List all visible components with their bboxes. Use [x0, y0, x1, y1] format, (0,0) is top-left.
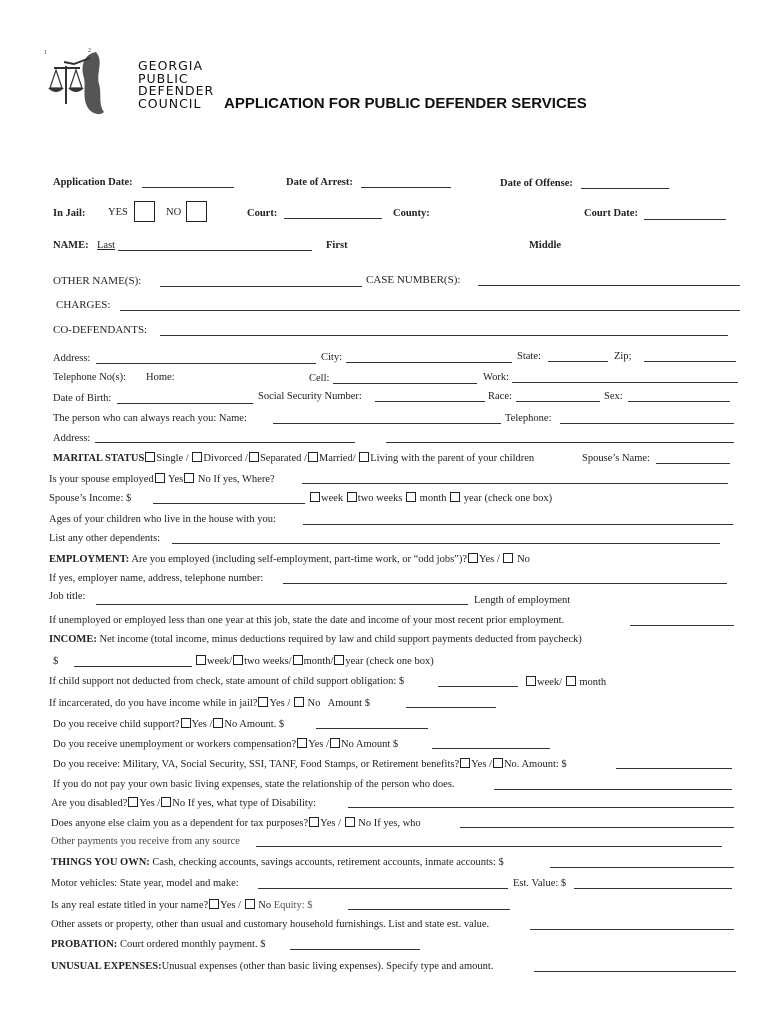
spouse-week-checkbox[interactable] — [310, 492, 320, 502]
child-support-obligation-field[interactable] — [438, 675, 518, 687]
contact-person-label: The person who can always reach you: Name: — [53, 413, 247, 424]
cs-month-label: month — [579, 677, 607, 688]
address-field[interactable] — [96, 352, 316, 364]
race-label: Race: — [488, 391, 512, 402]
page-title: APPLICATION FOR PUBLIC DEFENDER SERVICES — [224, 95, 587, 112]
work-phone-field[interactable] — [512, 371, 738, 383]
est-value-label: Est. Value: $ — [513, 878, 567, 889]
court-date-label: Court Date: — [584, 208, 638, 219]
date-of-arrest-label: Date of Arrest: — [286, 177, 353, 188]
other-payments-field[interactable] — [256, 835, 722, 847]
other-assets-field[interactable] — [530, 918, 734, 930]
equity-field[interactable] — [348, 898, 510, 910]
spouse-employed-label: Is your spouse employed — [49, 474, 154, 485]
cell-phone-label: Cell: — [309, 373, 330, 384]
spouse-employer-field[interactable] — [302, 472, 728, 484]
date-of-arrest-field[interactable] — [361, 176, 451, 188]
living-with-parent-checkbox[interactable] — [359, 452, 369, 462]
length-employment-label: Length of employment — [474, 595, 571, 606]
disabled-yes-checkbox[interactable] — [128, 797, 138, 807]
org-line: GEORGIA — [138, 58, 204, 73]
date-of-offense-field[interactable] — [581, 177, 669, 189]
real-estate-yes-checkbox[interactable] — [209, 899, 219, 909]
married-label: Married/ — [318, 453, 356, 464]
spouse-year-label: year (check one box) — [463, 493, 553, 504]
case-numbers-field[interactable] — [478, 274, 740, 286]
logo — [44, 44, 134, 119]
marital-status-label: MARITAL STATUS — [53, 453, 145, 464]
income-week-checkbox[interactable] — [196, 655, 206, 665]
last-name-field[interactable] — [118, 239, 312, 251]
prior-employment-field[interactable] — [630, 614, 734, 626]
job-title-label: Job title: — [49, 591, 86, 602]
benefits-no-label: No. Amount: $ — [503, 759, 567, 770]
contact-address-field-2[interactable] — [386, 431, 734, 443]
disability-type-field[interactable] — [348, 796, 734, 808]
spouse-income-label: Spouse’s Income: $ — [49, 493, 132, 504]
in-jail-yes-label: YES — [108, 207, 128, 218]
ssn-label: Social Security Number: — [258, 391, 362, 402]
probation-desc: Court ordered monthly payment. $ — [119, 939, 266, 950]
income-two-weeks-checkbox[interactable] — [233, 655, 243, 665]
dependent-tax-label: Does anyone else claim you as a dependent for tax purposes? — [51, 818, 309, 829]
incarcerated-label: If incarcerated, do you have income while in jail? — [49, 698, 258, 709]
incarcerated-yes-checkbox[interactable] — [258, 697, 268, 707]
ages-children-label: Ages of your children who live in the house with you: — [49, 514, 276, 525]
spouse-yes-label: Yes — [167, 474, 184, 485]
income-month-label: month/ — [303, 656, 334, 667]
spouse-name-field[interactable] — [656, 452, 730, 464]
income-year-checkbox[interactable] — [334, 655, 344, 665]
address-label: Address: — [53, 353, 91, 364]
unemployment-amount-field[interactable] — [432, 737, 550, 749]
incarcerated-amount-label: Amount $ — [327, 698, 370, 709]
employed-no-label: No — [517, 554, 530, 565]
employment-question: Are you employed (including self-employment, part-time work, or “odd jobs”)? — [131, 554, 467, 565]
scales-of-justice-icon — [44, 44, 134, 119]
employer-info-field[interactable] — [283, 572, 727, 584]
middle-name-label: Middle — [529, 240, 562, 251]
spouse-yes-checkbox[interactable] — [155, 473, 165, 483]
cs-month-checkbox[interactable] — [566, 676, 576, 686]
in-jail-yes-checkbox[interactable] — [134, 201, 155, 222]
dob-field[interactable] — [117, 392, 253, 404]
income-year-label: year (check one box) — [345, 656, 434, 667]
child-support-label: Do you receive child support? — [53, 719, 180, 730]
spouse-name-label: Spouse’s Name: — [582, 453, 650, 464]
work-phone-label: Work: — [483, 372, 509, 383]
cs-week-checkbox[interactable] — [526, 676, 536, 686]
incarcerated-yes-label: Yes / — [269, 698, 291, 709]
contact-address-label: Address: — [53, 433, 91, 444]
unusual-expenses-field[interactable] — [534, 960, 736, 972]
in-jail-label: In Jail: — [53, 208, 86, 219]
living-with-parent-label: Living with the parent of your children — [370, 453, 535, 464]
race-field[interactable] — [516, 390, 600, 402]
child-support-yes-label: Yes / — [191, 719, 213, 730]
real-estate-no-label: No — [258, 900, 272, 911]
incarcerated-no-label: No — [307, 698, 321, 709]
spouse-no-checkbox[interactable] — [184, 473, 194, 483]
last-name-label: Last — [97, 240, 116, 251]
city-field[interactable] — [346, 351, 512, 363]
sex-field[interactable] — [628, 390, 730, 402]
ages-children-field[interactable] — [303, 513, 733, 525]
application-date-label: Application Date: — [53, 177, 133, 188]
dependent-yes-checkbox[interactable] — [309, 817, 319, 827]
home-phone-label: Home: — [146, 372, 175, 383]
divorced-checkbox[interactable] — [192, 452, 202, 462]
contact-telephone-field[interactable] — [560, 412, 734, 424]
ssn-field[interactable] — [375, 390, 485, 402]
dependent-yes-label: Yes / — [320, 818, 341, 829]
in-jail-no-label: NO — [166, 207, 182, 218]
contact-telephone-label: Telephone: — [505, 413, 552, 424]
income-month-checkbox[interactable] — [293, 655, 303, 665]
disabled-no-label: No If yes, what type of Disability: — [172, 798, 316, 809]
things-you-own-label: THINGS YOU OWN: — [51, 857, 150, 868]
org-line: PUBLIC — [138, 70, 189, 86]
other-dependents-field[interactable] — [172, 532, 720, 544]
motor-vehicles-field[interactable] — [258, 877, 508, 889]
employed-yes-checkbox[interactable] — [468, 553, 478, 563]
application-date-field[interactable] — [142, 176, 234, 188]
state-field[interactable] — [548, 350, 608, 362]
city-label: City: — [321, 352, 343, 363]
disabled-label: Are you disabled? — [51, 798, 128, 809]
other-names-label: OTHER NAME(S): — [53, 275, 142, 287]
accounts-field[interactable] — [550, 856, 734, 868]
court-label: Court: — [247, 208, 278, 219]
dob-label: Date of Birth: — [53, 393, 112, 404]
probation-amount-field[interactable] — [290, 938, 420, 950]
charges-label: CHARGES: — [56, 299, 111, 311]
unemployment-no-label: No Amount $ — [341, 739, 399, 750]
court-field[interactable] — [284, 207, 382, 219]
court-date-field[interactable] — [644, 208, 726, 220]
real-estate-label: Is any real estate titled in your name? — [51, 900, 209, 911]
job-title-field[interactable] — [96, 593, 468, 605]
income-description: Net income (total income, minus deductions required by law and child support payments deducted from paycheck) — [99, 634, 582, 645]
spouse-no-label: No If yes, Where? — [197, 474, 275, 485]
unemployment-label: Do you receive unemployment or workers compensation? — [53, 739, 297, 750]
other-dependents-label: List any other dependents: — [49, 533, 161, 544]
in-jail-no-checkbox[interactable] — [186, 201, 207, 222]
income-amount-field[interactable] — [74, 655, 192, 667]
employed-no-checkbox[interactable] — [503, 553, 513, 563]
income-two-weeks-label: two weeks/ — [244, 656, 292, 667]
cell-phone-field[interactable] — [333, 372, 477, 384]
benefits-yes-label: Yes / — [471, 759, 492, 770]
state-label: State: — [517, 351, 541, 362]
things-you-own-desc: Cash, checking accounts, savings accounts, retirement accounts, inmate accounts: $ — [152, 857, 504, 868]
single-label: Single / — [156, 453, 189, 464]
incarcerated-amount-field[interactable] — [406, 696, 496, 708]
county-label: County: — [393, 208, 430, 219]
svg-text:1: 1 — [44, 50, 47, 56]
unusual-expenses-label: UNUSUAL EXPENSES: — [51, 961, 162, 972]
spouse-two-weeks-checkbox[interactable] — [347, 492, 357, 502]
child-support-obligation-label: If child support not deducted from check, state amount of child support obligation: $ — [49, 676, 405, 687]
disabled-yes-label: Yes / — [139, 798, 161, 809]
separated-checkbox[interactable] — [249, 452, 259, 462]
employed-yes-label: Yes / — [478, 554, 500, 565]
zip-field[interactable] — [644, 350, 736, 362]
case-numbers-label: CASE NUMBER(S): — [366, 274, 461, 286]
separated-label: Separated / — [259, 453, 307, 464]
real-estate-no-checkbox[interactable] — [245, 899, 255, 909]
dependent-no-checkbox[interactable] — [345, 817, 355, 827]
unusual-expenses-desc: Unusual expenses (other than basic living expenses). Specify type and amount. — [161, 961, 494, 972]
spouse-two-weeks-label: two weeks — [357, 493, 403, 504]
employer-info-label: If yes, employer name, address, telephone number: — [49, 573, 264, 584]
married-checkbox[interactable] — [308, 452, 318, 462]
spouse-month-label: month — [419, 493, 447, 504]
svg-text:2: 2 — [88, 48, 91, 54]
codefendants-label: CO-DEFENDANTS: — [53, 324, 148, 336]
sex-label: Sex: — [604, 391, 623, 402]
cs-week-label: week/ — [537, 677, 563, 688]
benefits-no-checkbox[interactable] — [493, 758, 503, 768]
charges-field[interactable] — [120, 299, 740, 311]
dependent-no-label: No If yes, who — [358, 818, 421, 829]
contact-address-field[interactable] — [95, 431, 355, 443]
real-estate-yes-label: Yes / — [220, 900, 241, 911]
name-label: NAME: — [53, 240, 89, 251]
org-name — [138, 60, 214, 110]
date-of-offense-label: Date of Offense: — [500, 178, 573, 189]
child-support-no-label: No Amount. $ — [224, 719, 285, 730]
spouse-week-label: week — [321, 493, 344, 504]
child-support-amount-field[interactable] — [316, 717, 428, 729]
org-line: COUNCIL — [138, 95, 202, 111]
disabled-no-checkbox[interactable] — [161, 797, 171, 807]
benefits-label: Do you receive: Military, VA, Social Security, SSI, TANF, Food Stamps, or Retirement benefits? — [53, 759, 460, 770]
income-label: INCOME: — [49, 634, 97, 645]
single-checkbox[interactable] — [145, 452, 155, 462]
unemployed-label: If unemployed or employed less than one year at this job, state the date and income of your most recent prior employment. — [49, 615, 565, 626]
equity-label: Equity: $ — [273, 900, 313, 911]
dependent-who-field[interactable] — [460, 816, 734, 828]
org-line: DEFENDER — [138, 83, 215, 98]
incarcerated-no-checkbox[interactable] — [294, 697, 304, 707]
income-dollar-label: $ — [53, 656, 59, 667]
other-assets-label: Other assets or property, other than usual and customary household furnishings. List and state est. value. — [51, 919, 490, 930]
probation-label: PROBATION: — [51, 939, 118, 950]
other-payments-label: Other payments you receive from any source — [51, 836, 240, 847]
basic-living-field[interactable] — [494, 778, 732, 790]
child-support-yes-checkbox[interactable] — [181, 718, 191, 728]
zip-label: Zip; — [614, 351, 632, 362]
income-week-label: week/ — [207, 656, 233, 667]
spouse-income-field[interactable] — [153, 492, 305, 504]
benefits-amount-field[interactable] — [616, 757, 732, 769]
est-value-field[interactable] — [574, 877, 732, 889]
unemployment-yes-label: Yes / — [308, 739, 330, 750]
first-name-label: First — [326, 240, 348, 251]
spouse-month-checkbox[interactable] — [406, 492, 416, 502]
basic-living-label: If you do not pay your own basic living expenses, state the relationship of the person who does. — [53, 779, 455, 790]
contact-person-field[interactable] — [273, 412, 501, 424]
telephone-label: Telephone No(s): — [53, 372, 127, 383]
unemployment-yes-checkbox[interactable] — [297, 738, 307, 748]
spouse-year-checkbox[interactable] — [450, 492, 460, 502]
divorced-label: Divorced / — [203, 453, 248, 464]
codefendants-field[interactable] — [160, 324, 728, 336]
child-support-no-checkbox[interactable] — [213, 718, 223, 728]
other-names-field[interactable] — [160, 275, 362, 287]
motor-vehicles-label: Motor vehicles: State year, model and make: — [51, 878, 239, 889]
unemployment-no-checkbox[interactable] — [330, 738, 340, 748]
employment-label: EMPLOYMENT: — [49, 554, 130, 565]
benefits-yes-checkbox[interactable] — [460, 758, 470, 768]
